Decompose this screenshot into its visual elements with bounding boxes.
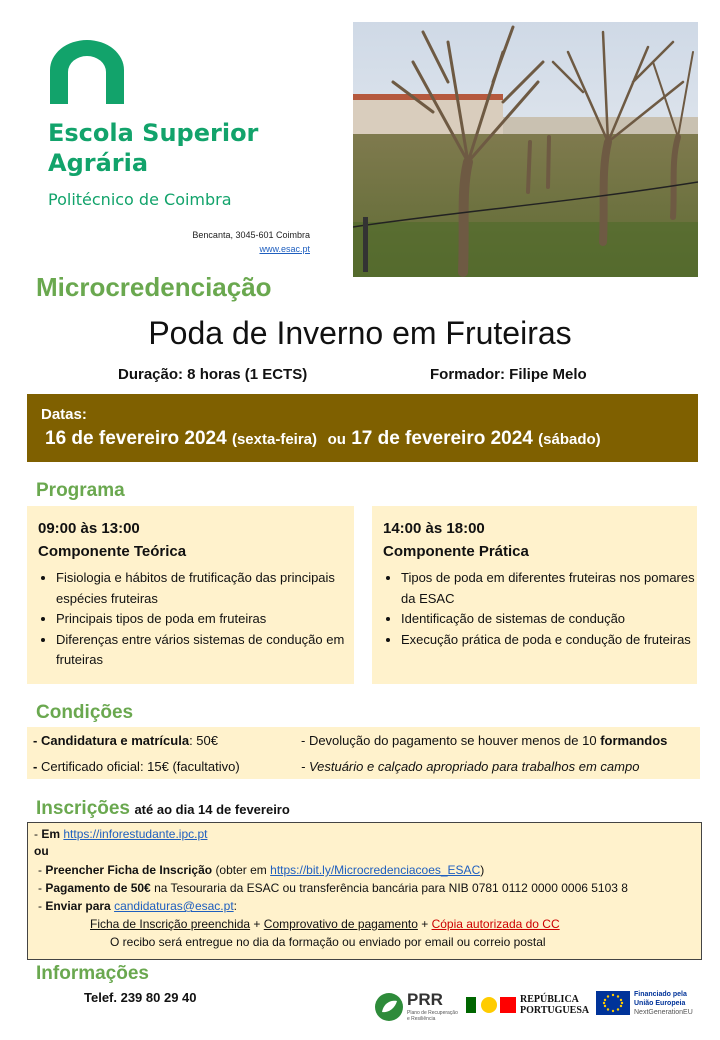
list-item: • Execução prática de poda e condução de fruteiras <box>401 630 697 651</box>
date-2-day: (sábado) <box>538 431 601 448</box>
address-block <box>150 228 310 256</box>
portugal-flag-icon <box>466 995 516 1015</box>
prr-logo: PRR Plano de Recuperação e Resiliência <box>374 988 452 1026</box>
inscricoes-deadline: até ao dia 14 de fevereiro <box>134 802 290 817</box>
practice-list <box>383 568 697 650</box>
list-item: • Tipos de poda em diferentes fruteiras nos pomares da ESAC <box>401 568 697 609</box>
address-text: Bencanta, 3045-601 Coimbra <box>192 230 310 240</box>
required-documents: Ficha de Inscrição preenchida + Comprovativo de pagamento + Cópia autorizada do CC <box>90 917 560 931</box>
microcredential-heading: Microcredenciação <box>36 272 272 302</box>
theory-time: 09:00 às 13:00 <box>38 520 140 537</box>
list-item: • Diferenças entre vários sistemas de condução em fruteiras <box>56 630 354 671</box>
practice-component: Componente Prática <box>383 543 529 560</box>
eu-flag-icon <box>596 991 630 1015</box>
phone-number: Telef. 239 80 29 40 <box>84 990 197 1005</box>
programa-theory-box <box>27 506 354 684</box>
condition-refund: - Devolução do pagamento se houver menos de 10 formandos <box>301 733 668 748</box>
programa-practice-box <box>372 506 697 684</box>
course-trainer: Formador: Filipe Melo <box>430 366 587 383</box>
email-link[interactable]: candidaturas@esac.pt <box>114 899 234 913</box>
theory-list <box>38 568 354 671</box>
eu-funding-logo: Financiado pela União Europeia NextGenerationEU <box>596 989 708 1019</box>
condition-clothing: - Vestuário e calçado apropriado para trabalhos em campo <box>301 759 640 774</box>
school-subtitle: Politécnico de Coimbra <box>48 190 232 209</box>
school-name: Escola Superior Agrária <box>48 119 259 177</box>
date-2: 17 de fevereiro 2024 <box>351 428 533 449</box>
programa-heading: Programa <box>36 480 125 501</box>
dates-label: Datas: <box>41 406 87 423</box>
course-duration: Duração: 8 horas (1 ECTS) <box>118 366 308 383</box>
dates-box <box>27 394 698 462</box>
theory-component: Componente Teórica <box>38 543 187 560</box>
list-item: • Fisiologia e hábitos de frutificação das principais espécies fruteiras <box>56 568 354 609</box>
date-1: 16 de fevereiro 2024 <box>45 428 227 449</box>
inscricoes-box: - Em https://inforestudante.ipc.pt ou - Preencher Ficha de Inscrição (obter em https://bit.ly/Microcredenciacoes_ESAC) - Pagamento de 50€ na Tesouraria da ESAC ou transferência bancária para NIB 0781 0112 0000 0006 5103 8 - Enviar para candidaturas@esac.pt: Ficha de Inscrição preenchida + Comprovativo de pagamento + Cópia autorizada do CC O recibo será entregue no dia da formação ou enviado por email ou correio postal <box>27 822 702 960</box>
dates-conjunction: ou <box>327 431 346 448</box>
or-text: ou <box>34 844 49 858</box>
ficha-link[interactable]: https://bit.ly/Microcredenciacoes_ESAC <box>270 863 481 877</box>
list-item: • Identificação de sistemas de condução <box>401 609 697 630</box>
prr-leaf-icon <box>374 992 404 1022</box>
inforestudante-link[interactable]: https://inforestudante.ipc.pt <box>63 827 208 841</box>
website-link[interactable]: www.esac.pt <box>259 244 310 254</box>
dates-line <box>45 428 601 450</box>
republica-portuguesa-logo: REPÚBLICA PORTUGUESA <box>466 993 586 1021</box>
course-title: Poda de Inverno em Fruteiras <box>148 315 572 351</box>
orchard-photo <box>353 22 698 277</box>
practice-time: 14:00 às 18:00 <box>383 520 485 537</box>
informacoes-heading: Informações <box>36 963 149 984</box>
condition-certificate: - Certificado oficial: 15€ (facultativo) <box>33 759 240 774</box>
condicoes-box <box>27 727 700 779</box>
school-logo-icon <box>50 40 124 104</box>
condition-enrollment: - Candidatura e matrícula: 50€ <box>33 733 218 748</box>
condicoes-heading: Condições <box>36 702 134 723</box>
date-1-day: (sexta-feira) <box>231 431 318 448</box>
list-item: • Principais tipos de poda em fruteiras <box>56 609 354 630</box>
receipt-note: O recibo será entregue no dia da formação ou enviado por email ou correio postal <box>110 935 546 949</box>
inscricoes-heading: Inscrições até ao dia 14 de fevereiro <box>36 798 290 819</box>
